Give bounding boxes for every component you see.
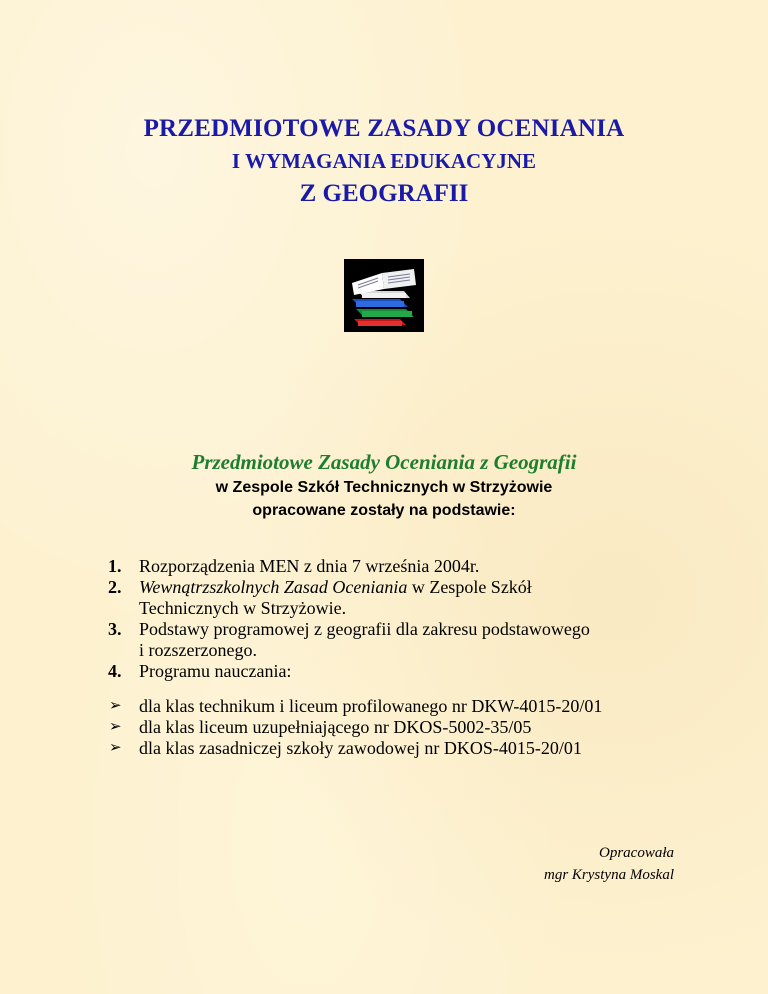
author-label: Opracowała [599,845,674,861]
item-text-cont: Technicznych w Strzyżowie. [139,598,347,618]
item-number: 3. [108,619,122,639]
arrowhead-icon: ➢ [109,740,122,756]
item-text-italic: Wewnątrzszkolnych Zasad Oceniania [139,577,408,597]
item-text: Programu nauczania: [139,661,292,681]
item-text-cont: i rozszerzonego. [139,640,257,660]
bullet-item [108,738,708,759]
title-line-1: PRZEDMIOTOWE ZASADY OCENIANIA [143,115,625,142]
item-text: w Zespole Szkół [407,577,532,597]
school-line: w Zespole Szkół Technicznych w Strzyżowie [215,479,553,496]
author-name: mgr Krystyna Moskal [544,867,674,883]
subtitle: Przedmiotowe Zasady Oceniania z Geografii [191,450,577,474]
bullet-text: dla klas zasadniczej szkoły zawodowej nr DKOS-4015-20/01 [139,738,582,758]
bullet-item [108,696,708,717]
title-line-2: I WYMAGANIA EDUKACYJNE [231,149,537,173]
intro-block [0,448,768,522]
arrowhead-icon: ➢ [109,698,122,714]
item-text: Podstawy programowej z geografii dla zakresu podstawowego [139,619,590,639]
item-number: 1. [108,556,122,576]
bullet-list [108,696,708,759]
document-title [0,112,768,212]
book-stack-icon [344,259,424,332]
numbered-list [108,556,688,682]
title-line-3: Z GEOGRAFII [299,180,469,207]
item-text: Rozporządzenia MEN z dnia 7 września 2004r. [139,556,480,576]
list-item [108,577,688,619]
item-number: 2. [108,577,122,597]
bullet-text: dla klas liceum uzupełniającego nr DKOS-5002-35/05 [139,717,532,737]
list-item [108,661,688,682]
bullet-item [108,717,708,738]
basis-line: opracowane zostały na podstawie: [252,502,516,519]
author-block [544,842,674,886]
list-item [108,556,688,577]
list-item [108,619,688,661]
item-number: 4. [108,661,122,681]
arrowhead-icon: ➢ [109,719,122,735]
bullet-text: dla klas technikum i liceum profilowanego nr DKW-4015-20/01 [139,696,603,716]
